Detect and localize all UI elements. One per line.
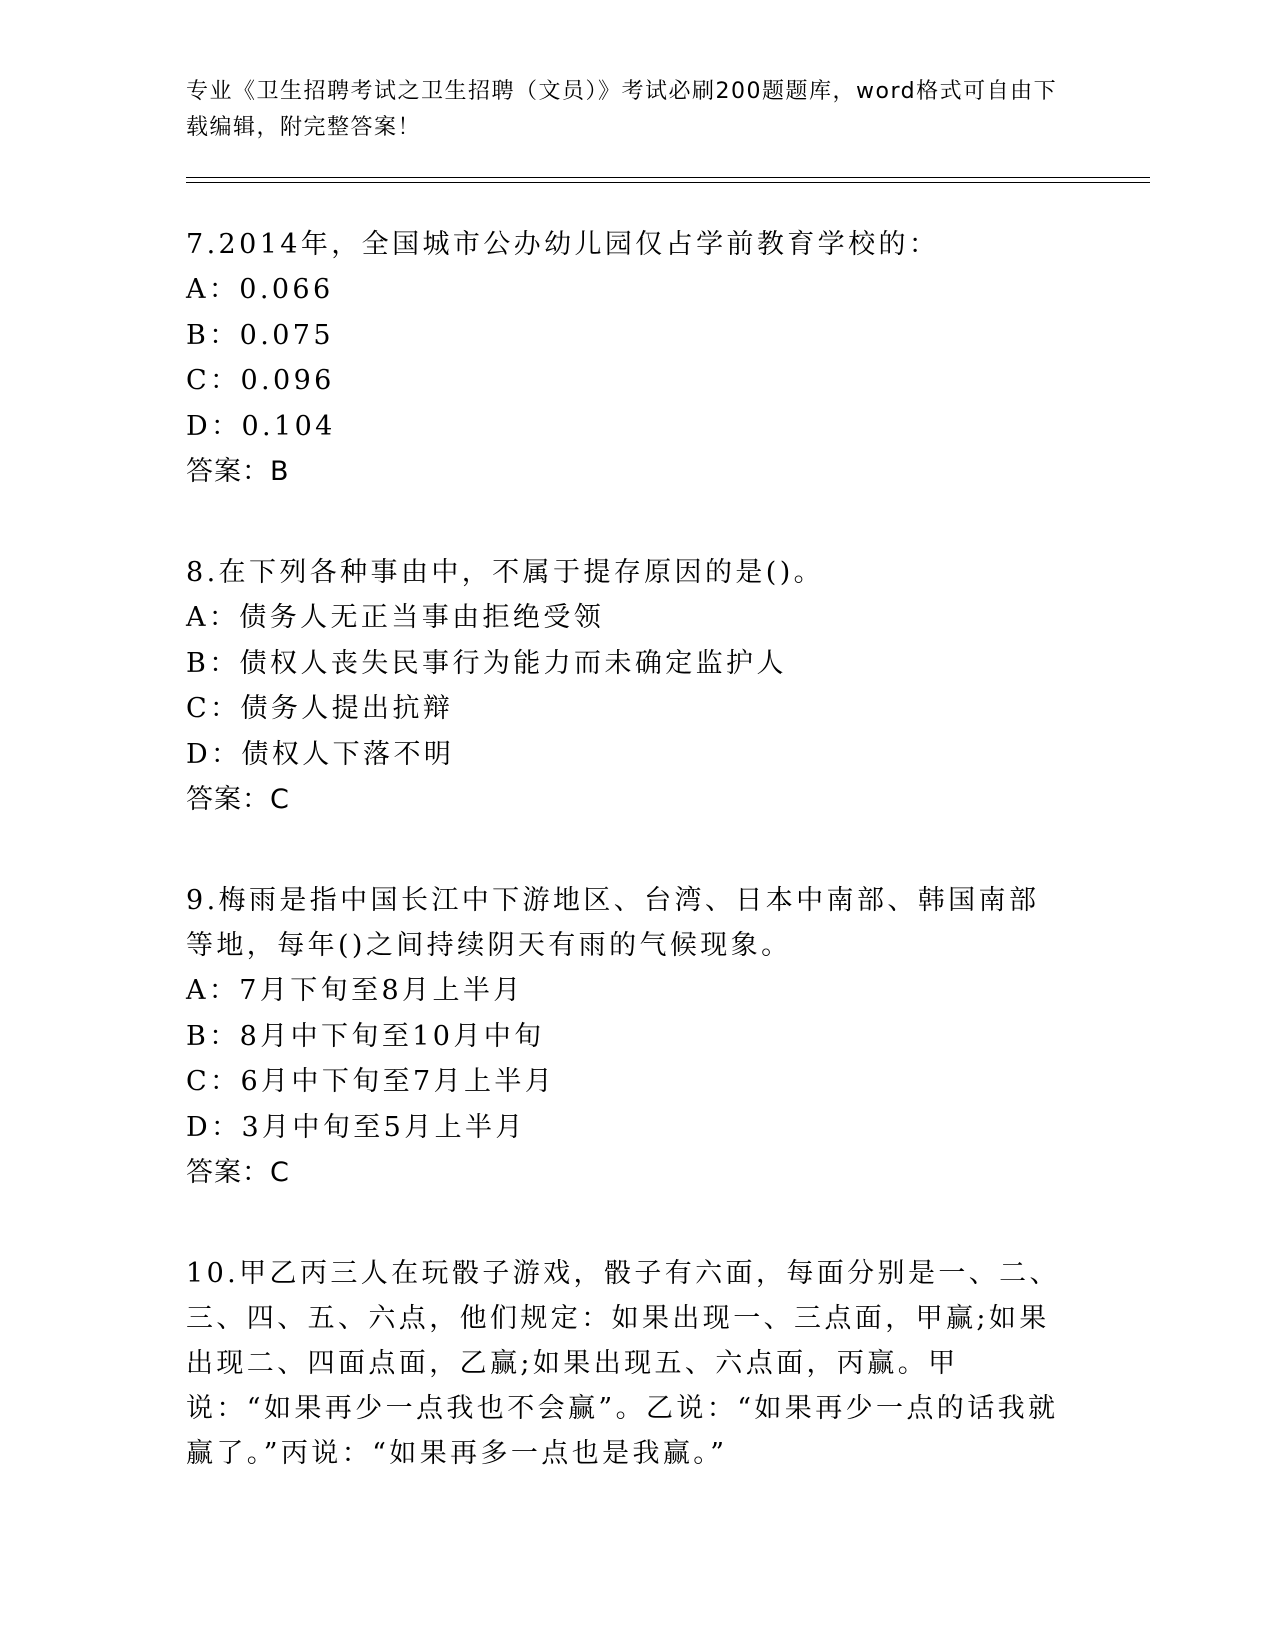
question-8: [186, 550, 1066, 822]
option-d: D：债权人下落不明: [186, 738, 455, 770]
answer: 答案：B: [186, 456, 290, 487]
question-7: [186, 222, 1066, 494]
option-d: D：0.104: [186, 410, 336, 442]
question-10: [186, 1251, 1066, 1476]
question-stem: 7.2014年，全国城市公办幼儿园仅占学前教育学校的：: [186, 229, 940, 260]
option-c: C：0.096: [186, 365, 335, 396]
question-9: [186, 878, 1066, 1195]
option-a: A：0.066: [186, 274, 334, 305]
option-a: A：7月下旬至8月上半月: [186, 975, 524, 1006]
question-list: [186, 222, 1066, 1532]
option-c: C：债务人提出抗辩: [186, 693, 454, 724]
header-rule-top: [186, 177, 1150, 178]
option-b: B：债权人丧失民事行为能力而未确定监护人: [186, 647, 787, 679]
option-b: B：8月中下旬至10月中旬: [186, 1020, 545, 1052]
document-header: 专业《卫生招聘考试之卫生招聘（文员）》考试必刷200题题库，word格式可自由下载编辑，附完整答案！: [186, 79, 1058, 140]
question-stem: 10.甲乙丙三人在玩骰子游戏，骰子有六面，每面分别是一、二、三、四、五、六点，他们规定：如果出现一、三点面，甲赢;如果出现二、四面点面，乙赢;如果出现五、六点面，丙赢。甲说：“如果再少一点我也不会赢”。乙说：“如果再少一点的话我就赢了。”丙说：“如果再多一点也是我赢。”: [186, 1258, 1060, 1469]
option-b: B：0.075: [186, 319, 334, 351]
question-stem: 9.梅雨是指中国长江中下游地区、台湾、日本中南部、韩国南部等地，每年()之间持续阴天有雨的气候现象。: [186, 885, 1040, 961]
question-stem: 8.在下列各种事由中，不属于提存原因的是()。: [186, 557, 825, 588]
answer: 答案：C: [186, 1157, 290, 1188]
option-d: D：3月中旬至5月上半月: [186, 1111, 526, 1143]
option-a: A：债务人无正当事由拒绝受领: [186, 602, 605, 633]
answer: 答案：C: [186, 784, 290, 815]
header-rule-bottom: [186, 182, 1150, 183]
option-c: C：6月中下旬至7月上半月: [186, 1066, 556, 1097]
